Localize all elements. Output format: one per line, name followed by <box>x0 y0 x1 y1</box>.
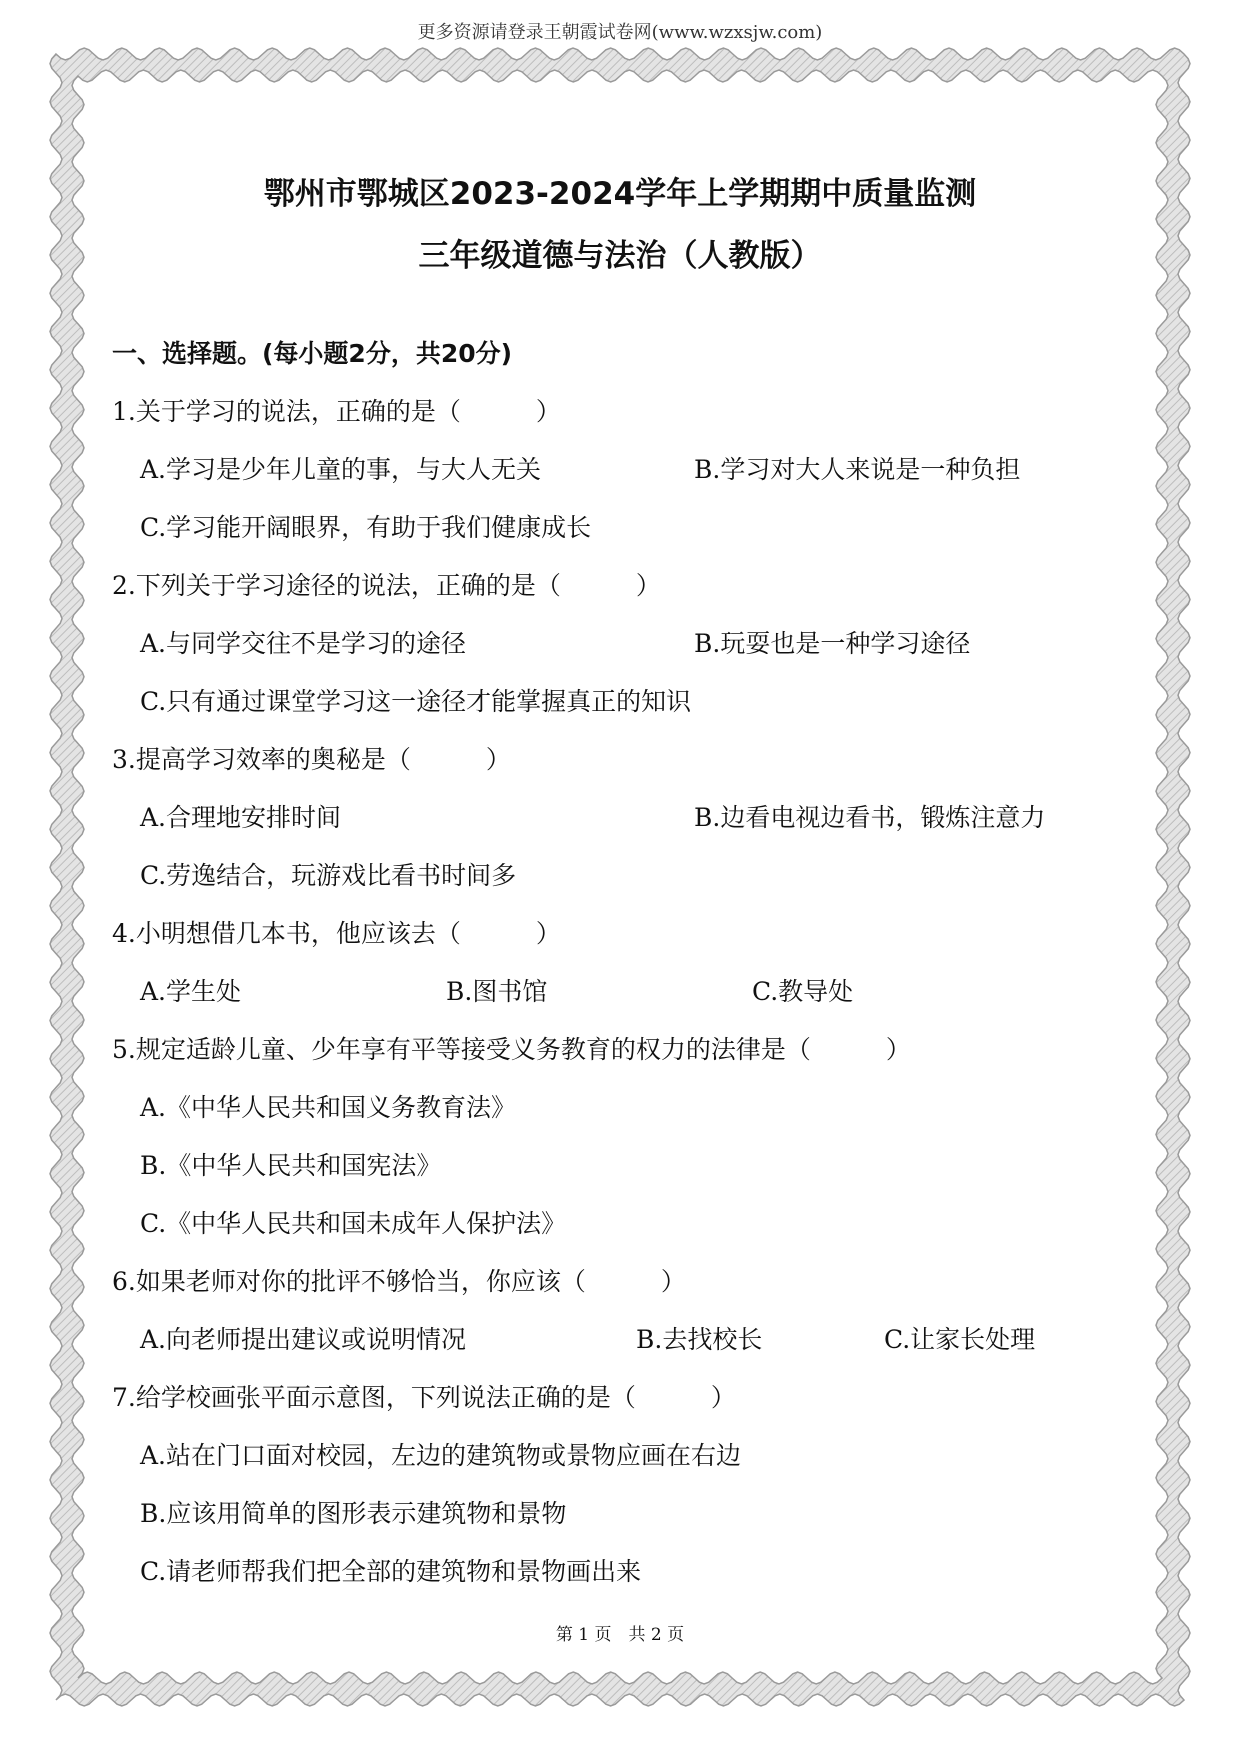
question-1-option-a: A.学习是少年儿童的事，与大人无关 <box>140 455 542 484</box>
question-4-stem: 4.小明想借几本书，他应该去（ ） <box>112 919 561 948</box>
question-1-option-c: C.学习能开阔眼界，有助于我们健康成长 <box>140 513 592 542</box>
question-7-option-b: B.应该用简单的图形表示建筑物和景物 <box>140 1499 567 1528</box>
question-4-option-c: C.教导处 <box>752 977 854 1006</box>
question-4-option-b: B.图书馆 <box>446 977 548 1006</box>
question-3-stem: 3.提高学习效率的奥秘是（ ） <box>112 745 511 774</box>
question-2-option-a: A.与同学交往不是学习的途径 <box>140 629 467 658</box>
question-7-stem: 7.给学校画张平面示意图，下列说法正确的是（ ） <box>112 1383 736 1412</box>
question-6-stem: 6.如果老师对你的批评不够恰当，你应该（ ） <box>112 1267 686 1296</box>
question-5-option-a: A.《中华人民共和国义务教育法》 <box>140 1093 517 1122</box>
question-2-option-b: B.玩耍也是一种学习途径 <box>694 629 971 658</box>
question-3-option-c: C.劳逸结合，玩游戏比看书时间多 <box>140 861 517 890</box>
question-7-option-c: C.请老师帮我们把全部的建筑物和景物画出来 <box>140 1557 642 1586</box>
exam-subtitle: 三年级道德与法治（人教版） <box>418 238 822 274</box>
question-1-option-b: B.学习对大人来说是一种负担 <box>694 455 1021 484</box>
exam-title: 鄂州市鄂城区2023-2024学年上学期期中质量监测 <box>263 176 977 212</box>
source-note: 更多资源请登录王朝霞试卷网(www.wzxsjw.com) <box>417 22 823 43</box>
question-3-option-a: A.合理地安排时间 <box>140 803 342 832</box>
question-2-option-c: C.只有通过课堂学习这一途径才能掌握真正的知识 <box>140 687 692 716</box>
question-5-option-c: C.《中华人民共和国未成年人保护法》 <box>140 1209 567 1238</box>
question-4-option-a: A.学生处 <box>140 977 242 1006</box>
question-1-stem: 1.关于学习的说法，正确的是（ ） <box>112 397 561 426</box>
question-3-option-b: B.边看电视边看书，锻炼注意力 <box>694 803 1046 832</box>
question-5-option-b: B.《中华人民共和国宪法》 <box>140 1151 442 1180</box>
question-6-option-b: B.去找校长 <box>636 1325 763 1354</box>
question-5-stem: 5.规定适龄儿童、少年享有平等接受义务教育的权力的法律是（ ） <box>112 1035 911 1064</box>
question-7-option-a: A.站在门口面对校园，左边的建筑物或景物应画在右边 <box>140 1441 742 1470</box>
question-6-option-c: C.让家长处理 <box>884 1325 1036 1354</box>
page-number: 第 1 页 共 2 页 <box>555 1625 685 1645</box>
question-6-option-a: A.向老师提出建议或说明情况 <box>140 1325 467 1354</box>
question-2-stem: 2.下列关于学习途径的说法，正确的是（ ） <box>112 571 661 600</box>
section-heading-choice: 一、选择题。(每小题2分，共20分) <box>112 339 513 368</box>
